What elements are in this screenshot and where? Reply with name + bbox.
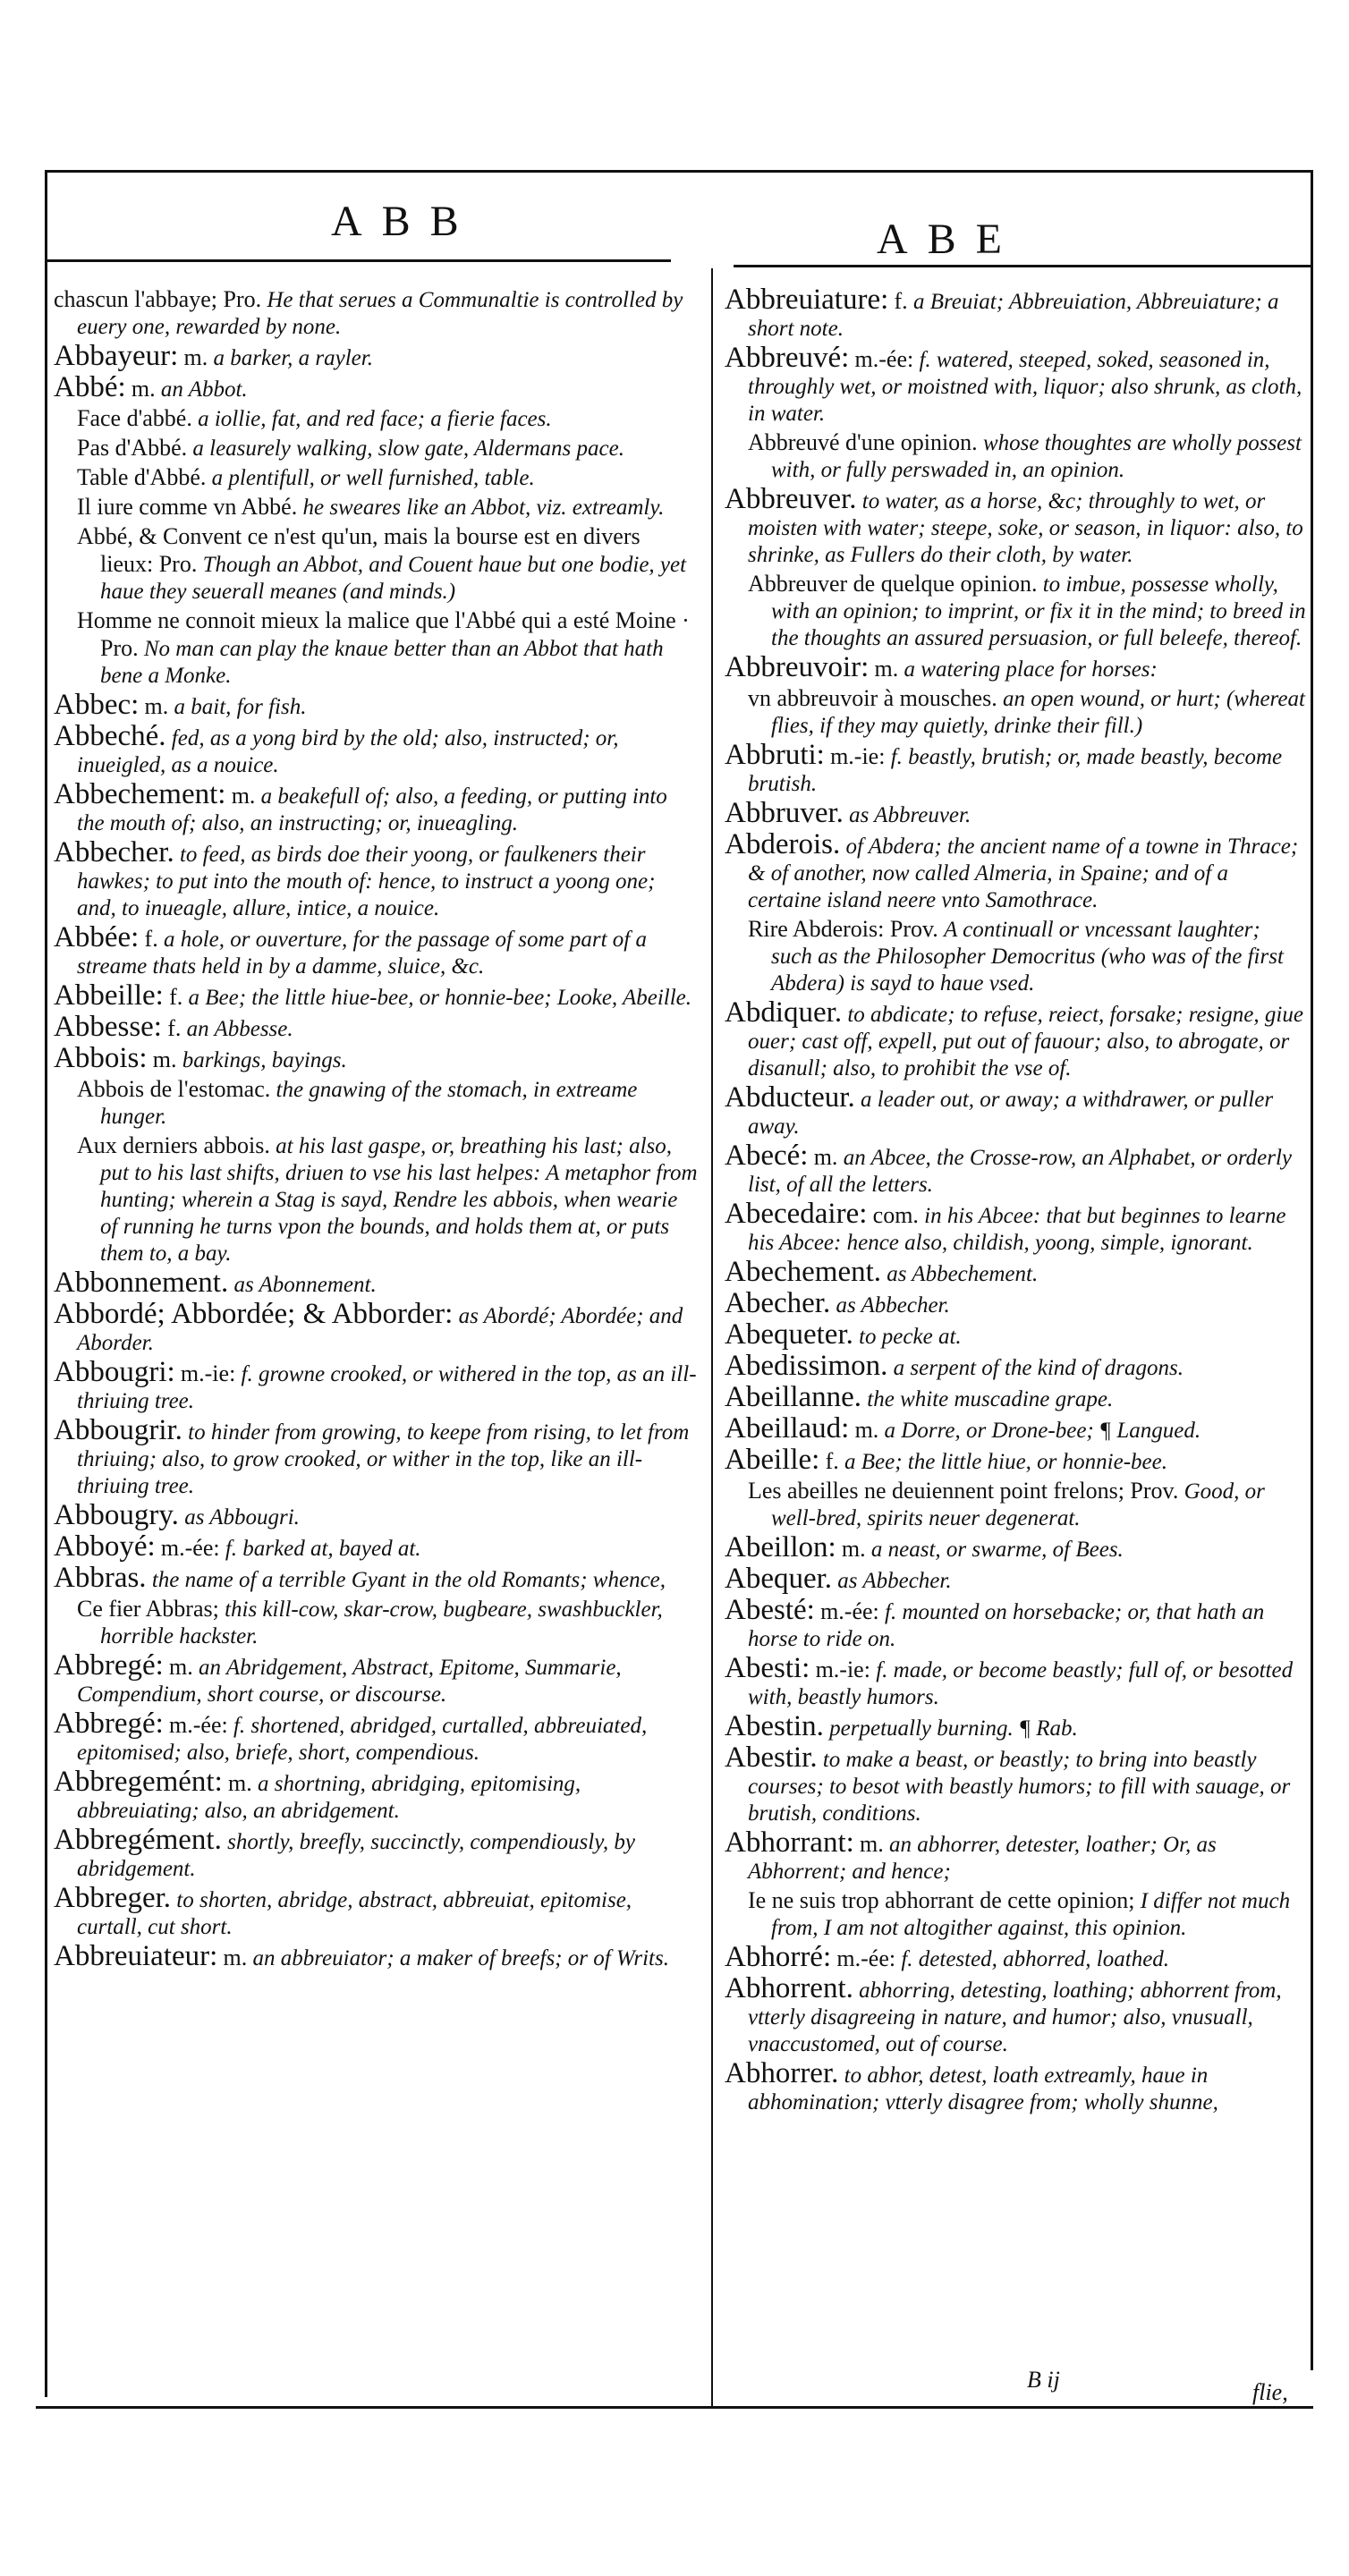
entry-headword: Abbeille:	[54, 979, 164, 1012]
entry-definition: to abdicate; to refuse, reiect, forsake; resigne, giue ouer; cast off, expell, put out of fauour; also, to abrogate, or disanull; also, to prohibit the vse of.	[748, 1003, 1303, 1080]
entry-grammar: m.	[841, 1536, 866, 1562]
entry-definition: to abhor, detest, loath extreamly, haue in abhomination; vtterly disagree from; wholly shunne,	[748, 2063, 1218, 2114]
dictionary-entry	[54, 340, 698, 372]
entry-headword: Abecé:	[725, 1140, 809, 1172]
entry-definition: a bait, for fish.	[174, 695, 307, 719]
dictionary-entry	[725, 286, 1306, 343]
entry-definition: of Abdera; the ancient name of a towne in Thrace; & of another, now called Almeria, in Spaine; and of a certaine island neere vnto Samothrace.	[748, 835, 1299, 912]
entry-grammar: Ce fier Abbras;	[77, 1596, 219, 1622]
entry-grammar: m.-ée:	[836, 1945, 896, 1971]
entry-definition: a leasurely walking, slow gate, Aldermans pace.	[192, 436, 624, 461]
dictionary-entry	[54, 1042, 698, 1074]
entry-headword: Abboyé:	[54, 1530, 156, 1563]
entry-definition: a serpent of the kind of dragons.	[893, 1356, 1184, 1380]
entry-headword: Abducteur.	[725, 1081, 855, 1114]
dictionary-entry	[725, 1741, 1306, 1827]
entry-definition: Good, or well-bred, spirits neuer degenerat.	[771, 1479, 1265, 1530]
right-column	[725, 286, 1306, 2118]
left-column	[54, 286, 698, 1974]
entry-grammar: f.	[825, 1448, 839, 1474]
entry-headword: Abbougry.	[54, 1499, 179, 1531]
dictionary-entry	[725, 1594, 1306, 1653]
dictionary-entry	[725, 1887, 1306, 1942]
entry-headword: Abechement.	[725, 1256, 882, 1288]
entry-definition: to water, as a horse, &c; throughly to wet, or moisten with water; steepe, soke, or season, in liquor: also, to shrinke, as Fullers do their cloth, by water.	[748, 489, 1303, 567]
entry-grammar: f.	[167, 1015, 182, 1041]
entry-grammar: m.	[231, 783, 256, 809]
dictionary-entry	[54, 405, 698, 433]
entry-headword: Abbeché.	[54, 720, 166, 752]
dictionary-entry	[54, 1882, 698, 1941]
entry-definition: an Abcee, the Crosse-row, an Alphabet, or orderly list, of all the letters.	[748, 1146, 1293, 1197]
entry-definition: fed, as a yong bird by the old; also, instructed; or, inueigled, as a nouice.	[77, 726, 619, 777]
dictionary-entry	[725, 1081, 1306, 1140]
entry-definition: a Breuiat; Abbreuiation, Abbreuiature; a short note.	[748, 290, 1279, 341]
entry-definition: shortly, breefly, succinctly, compendiously, by abridgement.	[77, 1830, 636, 1881]
entry-headword: Abedissimon.	[725, 1350, 888, 1382]
dictionary-entry	[725, 828, 1306, 914]
dictionary-entry	[725, 1381, 1306, 1413]
entry-grammar: m.	[152, 1046, 177, 1072]
entry-headword: Abeillaud:	[725, 1412, 850, 1445]
entry-headword: Abbregément.	[54, 1824, 222, 1856]
entry-definition: whose thoughtes are wholly possest with, or fully perswaded in, an opinion.	[771, 431, 1302, 482]
entry-definition: the white muscadine grape.	[867, 1387, 1114, 1411]
entry-grammar: Abbé, & Convent ce n'est qu'un, mais la bourse est en divers lieux: Pro.	[77, 523, 641, 577]
entry-definition: as Abbechement.	[887, 1262, 1039, 1286]
dictionary-entry	[725, 1531, 1306, 1563]
dictionary-entry	[54, 1564, 698, 1594]
entry-headword: Abdiquer.	[725, 996, 843, 1029]
entry-grammar: m.-ie:	[830, 743, 886, 769]
dictionary-entry	[54, 1356, 698, 1415]
dictionary-entry	[725, 429, 1306, 484]
entry-grammar: com.	[872, 1202, 919, 1228]
dictionary-entry	[725, 1412, 1306, 1445]
dictionary-entry	[54, 1649, 698, 1708]
entry-grammar: Table d'Abbé.	[77, 464, 207, 490]
column-divider	[711, 268, 713, 2406]
entry-definition: perpetually burning. ¶ Rab.	[829, 1716, 1078, 1741]
entry-grammar: m.	[223, 1945, 248, 1970]
dictionary-entry	[54, 371, 698, 403]
entry-definition: barkings, bayings.	[182, 1048, 347, 1072]
entry-definition: f. made, or become beastly; full of, or besotted with, beastly humors.	[748, 1658, 1294, 1709]
entry-grammar: Abbreuvé d'une opinion.	[748, 429, 978, 455]
entry-definition: as Abbougri.	[184, 1505, 300, 1530]
entry-headword: Abbregé:	[54, 1707, 164, 1740]
entry-definition: to imbue, possesse wholly, with an opinion; to imprint, or fix it in the mind; to breed in the thoughts an assured persuasion, or full beleefe, thereof.	[771, 572, 1306, 650]
page-frame-left	[45, 170, 47, 2397]
entry-headword: Abbruti:	[725, 739, 825, 771]
entry-definition: an Abridgement, Abstract, Epitome, Summarie, Compendium, short course, or discourse.	[77, 1656, 622, 1707]
entry-definition: at his last gaspe, or, breathing his last; also, put to his last shifts, driuen to vse his last helpes: A metaphor from hunting; wherein a Stag is sayd, Rendre les abbois, when wearie of running he turns vpon the bounds, and holds them at, or puts them to, a bay.	[100, 1134, 698, 1266]
entry-grammar: Les abeilles ne deuiennent point frelons; Prov.	[748, 1478, 1179, 1504]
entry-headword: Abeille:	[725, 1444, 820, 1476]
entry-headword: Abhorrent.	[725, 1972, 853, 2004]
dictionary-entry	[54, 1768, 698, 1825]
entry-grammar: m.	[813, 1144, 838, 1170]
entry-headword: Abbonnement.	[54, 1267, 229, 1299]
entry-grammar: m.	[854, 1417, 879, 1443]
entry-headword: Abestir.	[725, 1741, 818, 1774]
entry-definition: a Dorre, or Drone-bee; ¶ Langued.	[884, 1419, 1201, 1443]
dictionary-page	[36, 89, 1313, 2405]
dictionary-entry	[54, 1499, 698, 1531]
entry-definition: f. shortened, abridged, curtalled, abbreuiated, epitomised; also, briefe, short, compendious.	[77, 1714, 648, 1765]
entry-definition: to shorten, abridge, abstract, abbreuiat, epitomise, curtall, cut short.	[77, 1888, 632, 1939]
entry-definition: I differ not much from, I am not altogither against, this opinion.	[771, 1889, 1291, 1940]
entry-headword: Abbreuvé:	[725, 342, 850, 374]
dictionary-entry	[54, 494, 698, 521]
entry-headword: Abecher.	[725, 1287, 831, 1319]
entry-grammar: Aux derniers abbois.	[77, 1132, 270, 1158]
dictionary-entry	[725, 1352, 1306, 1382]
dictionary-entry	[725, 1318, 1306, 1351]
dictionary-entry	[54, 464, 698, 492]
dictionary-entry	[54, 720, 698, 779]
dictionary-entry	[725, 1200, 1306, 1257]
entry-definition: as Abbreuver.	[849, 803, 971, 827]
entry-definition: as Abonnement.	[233, 1273, 377, 1297]
dictionary-entry	[725, 571, 1306, 652]
entry-grammar: Pas d'Abbé.	[77, 435, 188, 461]
dictionary-entry	[54, 1298, 698, 1357]
dictionary-entry	[725, 2057, 1306, 2116]
dictionary-entry	[725, 1142, 1306, 1199]
entry-grammar: f.	[169, 984, 183, 1010]
entry-headword: Abbreuiateur:	[54, 1940, 218, 1972]
entry-grammar: m.	[183, 344, 208, 370]
entry-grammar: f.	[144, 926, 158, 952]
entry-grammar: m.	[860, 1831, 884, 1857]
dictionary-entry	[54, 1076, 698, 1131]
entry-headword: Abbruver.	[725, 797, 844, 829]
entry-definition: he sweares like an Abbot, viz. extreamly.	[302, 496, 665, 520]
catchword: flie,	[1252, 2379, 1288, 2405]
dictionary-entry	[725, 1710, 1306, 1742]
entry-definition: f. mounted on horsebacke; or, that hath an horse to ride on.	[748, 1600, 1265, 1651]
entry-headword: Abbougri:	[54, 1356, 175, 1388]
entry-headword: Abbecher.	[54, 836, 174, 869]
entry-definition: as Abordé; Abordée; and Aborder.	[77, 1304, 683, 1355]
dictionary-entry	[725, 741, 1306, 798]
entry-definition: f. barked at, bayed at.	[225, 1537, 421, 1561]
entry-grammar: Homme ne connoit mieux la malice que l'Abbé qui a esté Moine · Pro.	[77, 607, 690, 661]
dictionary-entry	[725, 344, 1306, 428]
entry-definition: this kill-cow, skar-crow, bugbeare, swashbuckler, horrible hackster.	[100, 1597, 663, 1648]
entry-definition: He that serues a Communaltie is controlled by euery one, rewarded by none.	[77, 288, 683, 339]
entry-grammar: m.-ée:	[160, 1535, 220, 1561]
entry-definition: Though an Abbot, and Couent haue but one bodie, yet haue they seuerall meanes (and minds.)	[100, 553, 687, 604]
entry-headword: Abhorrer.	[725, 2057, 839, 2089]
entry-definition: the name of a terrible Gyant in the old Romants; whence,	[151, 1568, 666, 1592]
entry-grammar: Il iure comme vn Abbé.	[77, 494, 298, 520]
entry-definition: f. beastly, brutish; or, made beastly, become brutish.	[748, 745, 1283, 796]
dictionary-entry	[725, 685, 1306, 740]
entry-headword: Abeillon:	[725, 1531, 836, 1563]
dictionary-entry	[54, 1269, 698, 1299]
entry-grammar: m.-ée:	[169, 1712, 228, 1738]
dictionary-entry	[54, 1707, 698, 1767]
signature-mark: B ij	[1027, 2367, 1060, 2393]
entry-definition: an open wound, or hurt; (whereat flies, if they may quietly, drinke their fill.)	[771, 687, 1305, 738]
entry-definition: to pecke at.	[859, 1325, 962, 1349]
entry-grammar: Rire Abderois: Prov.	[748, 916, 938, 942]
dictionary-entry	[725, 1652, 1306, 1711]
entry-headword: Abbregé:	[54, 1649, 164, 1682]
dictionary-entry	[54, 1414, 698, 1500]
running-head-left: ABB	[331, 198, 479, 245]
entry-headword: Abbechement:	[54, 778, 226, 810]
dictionary-entry	[54, 1826, 698, 1883]
entry-headword: Abbordé; Abbordée; & Abborder:	[54, 1298, 454, 1330]
dictionary-entry	[725, 1446, 1306, 1476]
entry-definition: the gnawing of the stomach, in extreame hunger.	[100, 1078, 638, 1129]
entry-definition: a beakefull of; also, a feeding, or putting into the mouth of; also, an instructing; or, inueagling.	[77, 784, 667, 835]
entry-headword: Abesté:	[725, 1594, 815, 1626]
entry-definition: f. detested, abhorred, loathed.	[901, 1947, 1170, 1971]
entry-headword: Abestin.	[725, 1710, 824, 1742]
dictionary-entry	[54, 435, 698, 462]
dictionary-entry	[725, 1287, 1306, 1319]
entry-definition: abhorring, detesting, loathing; abhorrent from, vtterly disagreeing in nature, and humor; also, vnusuall, vnaccustomed, out of course.	[748, 1979, 1282, 2056]
entry-definition: as Abbecher.	[836, 1293, 950, 1318]
entry-definition: No man can play the knaue better than an Abbot that hath bene a Monke.	[100, 637, 664, 688]
page-frame-right	[1311, 170, 1313, 2370]
entry-grammar: m.-ée:	[854, 346, 914, 372]
entry-headword: Abbreuvoir:	[725, 651, 870, 683]
dictionary-entry	[54, 1940, 698, 1972]
dictionary-entry	[54, 286, 698, 341]
entry-definition: a watering place for horses:	[904, 657, 1158, 682]
dictionary-entry	[725, 1826, 1306, 1885]
dictionary-entry	[54, 607, 698, 690]
dictionary-entry	[725, 1258, 1306, 1288]
entry-grammar: f.	[894, 288, 908, 314]
entry-headword: Abbec:	[54, 689, 140, 721]
entry-headword: Abequeter.	[725, 1318, 853, 1351]
entry-definition: as Abbecher.	[837, 1569, 952, 1593]
dictionary-entry	[54, 778, 698, 837]
entry-grammar: m.	[144, 693, 169, 719]
page-frame-top	[45, 170, 1311, 173]
dictionary-entry	[725, 996, 1306, 1082]
entry-headword: Abderois.	[725, 828, 841, 860]
entry-grammar: vn abbreuvoir à mousches.	[748, 685, 997, 711]
entry-headword: Abbreuiature:	[725, 284, 889, 316]
dictionary-entry	[54, 691, 698, 721]
entry-grammar: Ie ne suis trop abhorrant de cette opinion;	[748, 1887, 1135, 1913]
header-rule-right	[734, 265, 1311, 267]
entry-grammar: Abbreuver de quelque opinion.	[748, 571, 1038, 597]
entry-headword: Abecedaire:	[725, 1198, 868, 1230]
entry-definition: to make a beast, or beastly; to bring into beastly courses; to besot with beastly humors; to fill with sauage, or brutish, conditions.	[748, 1748, 1291, 1826]
dictionary-entry	[54, 1596, 698, 1650]
entry-definition: a plentifull, or well furnished, table.	[211, 466, 535, 490]
entry-grammar: m.	[228, 1770, 252, 1796]
entry-headword: Abhorrant:	[725, 1826, 854, 1859]
entry-headword: Abbreger.	[54, 1882, 172, 1914]
entry-headword: Abbois:	[54, 1042, 148, 1074]
bottom-rule	[36, 2406, 1313, 2409]
dictionary-entry	[54, 1530, 698, 1563]
entry-definition: a Bee; the little hiue, or honnie-bee.	[844, 1450, 1167, 1474]
dictionary-entry	[725, 916, 1306, 997]
dictionary-entry	[54, 1132, 698, 1267]
entry-grammar: m.	[131, 376, 156, 402]
entry-grammar: m.-ie:	[180, 1360, 236, 1386]
entry-headword: Abbée:	[54, 921, 140, 953]
entry-headword: Abbayeur:	[54, 340, 179, 372]
entry-grammar: m.-ie:	[815, 1657, 870, 1682]
entry-definition: f. watered, steeped, soked, seasoned in, throughly wet, or moistned with, liquor; also shrunk, as cloth, in water.	[748, 348, 1302, 426]
entry-grammar: m.	[169, 1654, 193, 1680]
dictionary-entry	[725, 1478, 1306, 1532]
entry-headword: Abeillanne.	[725, 1381, 862, 1413]
dictionary-entry	[54, 836, 698, 922]
entry-definition: an abbreuiator; a maker of breefs; or of Writs.	[252, 1946, 669, 1970]
dictionary-entry	[725, 797, 1306, 829]
dictionary-entry	[725, 651, 1306, 683]
entry-grammar: Abbois de l'estomac.	[77, 1076, 271, 1102]
dictionary-entry	[725, 1565, 1306, 1595]
entry-definition: an Abbot.	[160, 377, 248, 402]
dictionary-entry	[54, 523, 698, 606]
entry-headword: Abbesse:	[54, 1011, 162, 1043]
dictionary-entry	[54, 921, 698, 980]
entry-definition: a Bee; the little hiue-bee, or honnie-bee; Looke, Abeille.	[188, 986, 692, 1010]
entry-definition: a hole, or ouverture, for the passage of some part of a streame thats held in by a damme, sluice, &c.	[77, 928, 647, 979]
entry-definition: a barker, a rayler.	[213, 346, 373, 370]
dictionary-entry	[54, 1013, 698, 1043]
entry-grammar: m.-ée:	[820, 1598, 879, 1624]
entry-headword: Abesti:	[725, 1652, 810, 1684]
entry-definition: f. growne crooked, or withered in the top, as an ill-thriuing tree.	[77, 1362, 697, 1413]
entry-definition: to hinder from growing, to keepe from rising, to let from thriuing; also, to grow crooked, or wither in the top, like an ill-thriuing tree.	[77, 1420, 690, 1498]
header-rule-left	[45, 259, 671, 262]
dictionary-entry	[54, 979, 698, 1012]
entry-grammar: Face d'abbé.	[77, 405, 192, 431]
entry-definition: a iollie, fat, and red face; a fierie faces.	[198, 407, 552, 431]
entry-definition: to feed, as birds doe their yoong, or faulkeners their hawkes; to put into the mouth of: hence, to instruct a yoong one; and, to inueagle, allure, intice, a nouice.	[77, 843, 656, 920]
entry-definition: a neast, or swarme, of Bees.	[870, 1538, 1124, 1562]
entry-headword: Abbé:	[54, 371, 126, 403]
entry-definition: a leader out, or away; a withdrawer, or puller away.	[748, 1088, 1274, 1139]
entry-headword: Abhorré:	[725, 1941, 832, 1973]
dictionary-entry	[725, 1972, 1306, 2058]
entry-headword: Abbregemént:	[54, 1766, 223, 1798]
entry-definition: an Abbesse.	[186, 1017, 293, 1041]
dictionary-entry	[725, 1941, 1306, 1973]
entry-definition: in his Abcee: that but beginnes to learne his Abcee: hence also, childish, yoong, simple, ignorant.	[748, 1204, 1286, 1255]
dictionary-entry	[725, 483, 1306, 569]
running-head-right: ABE	[877, 216, 1022, 263]
entry-grammar: chascun l'abbaye; Pro.	[54, 286, 262, 312]
entry-definition: A continuall or vncessant laughter; such as the Philosopher Democritus (who was of the first Abdera) is sayd to haue vsed.	[771, 918, 1284, 996]
entry-headword: Abbougrir.	[54, 1414, 182, 1446]
entry-definition: an abhorrer, detester, loather; Or, as Abhorrent; and hence;	[748, 1833, 1217, 1884]
entry-definition: a shortning, abridging, epitomising, abbreuiating; also, an abridgement.	[77, 1772, 581, 1823]
entry-grammar: m.	[874, 656, 899, 682]
entry-headword: Abbreuver.	[725, 483, 857, 515]
entry-headword: Abbras.	[54, 1562, 147, 1594]
entry-headword: Abequer.	[725, 1563, 833, 1595]
